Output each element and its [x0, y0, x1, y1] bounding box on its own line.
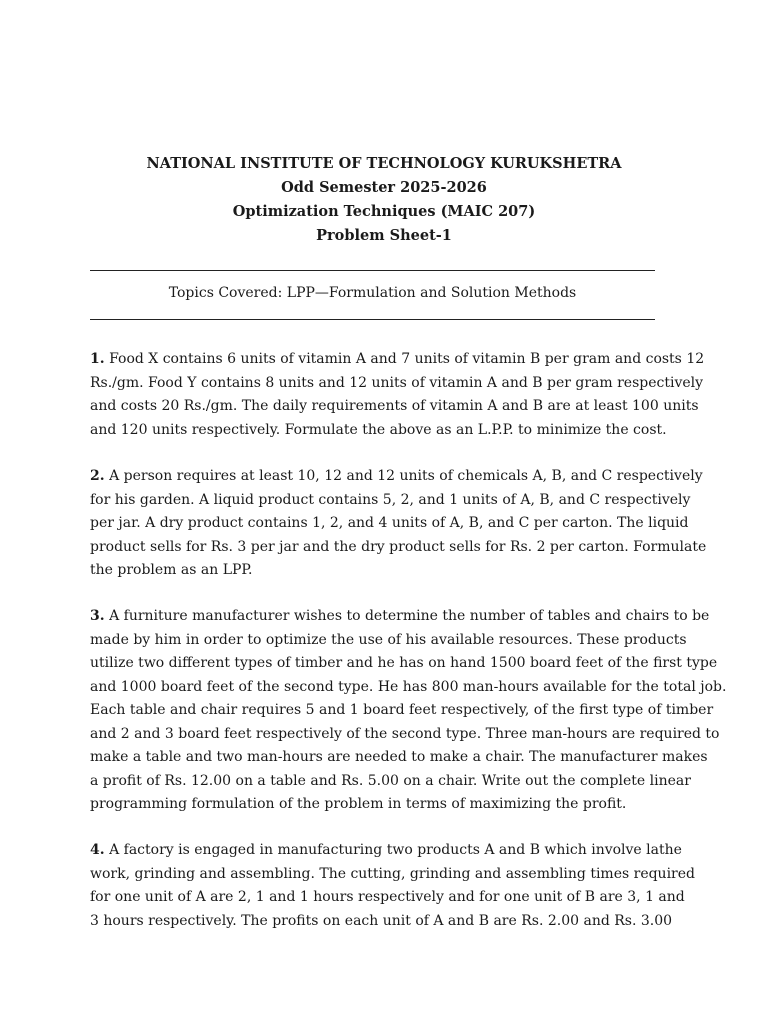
problem-line: Rs./gm. Food Y contains 8 units and 12 units of vitamin A and B per gram respectively [90, 374, 704, 391]
problem-line: made by him in order to optimize the use of his available resources. These products [90, 631, 687, 648]
problem-line: a profit of Rs. 12.00 on a table and Rs. 5.00 on a chair. Write out the complete linear [90, 772, 691, 789]
course-title: Optimization Techniques (MAIC 207) [232, 203, 536, 220]
semester-label: Odd Semester 2025-2026 [281, 179, 487, 196]
problem-line: and 1000 board feet of the second type. He has 800 man-hours available for the total job. [90, 678, 727, 695]
problem-line: make a table and two man-hours are needed to make a chair. The manufacturer makes [90, 749, 708, 765]
problem-line: utilize two different types of timber and he has on hand 1500 board feet of the first type [90, 655, 718, 671]
problem-line: A person requires at least 10, 12 and 12 units of chemicals A, B, and C respectively [109, 468, 703, 484]
problem-4 [90, 839, 695, 933]
problem-line: A furniture manufacturer wishes to determine the number of tables and chairs to be [109, 608, 710, 624]
problem-line: for his garden. A liquid product contains 5, 2, and 1 units of A, B, and C respectively [90, 491, 691, 508]
topics-covered: Topics Covered: LPP—Formulation and Solution Methods [168, 285, 577, 301]
institute-name: NATIONAL INSTITUTE OF TECHNOLOGY KURUKSHETRA [146, 155, 622, 172]
problem-number: 1. [90, 351, 105, 367]
problem-line: product sells for Rs. 3 per jar and the dry product sells for Rs. 2 per carton. Formulate [90, 538, 707, 555]
problem-line: the problem as an LPP. [90, 562, 253, 578]
problem-line: and 2 and 3 board feet respectively of the second type. Three man-hours are required to [90, 725, 720, 742]
problem-line: programming formulation of the problem in terms of maximizing the profit. [90, 796, 627, 812]
problem-2 [90, 465, 707, 583]
document-header [0, 152, 768, 248]
problem-line: 3 hours respectively. The profits on each unit of A and B are Rs. 2.00 and Rs. 3.00 [90, 912, 673, 929]
problem-line: for one unit of A are 2, 1 and 1 hours respectively and for one unit of B are 3, 1 and [90, 889, 685, 905]
problem-line: Each table and chair requires 5 and 1 board feet respectively, of the first type of timber [90, 702, 714, 718]
problem-3 [90, 605, 727, 817]
problem-line: per jar. A dry product contains 1, 2, and 4 units of A, B, and C per carton. The liquid [90, 515, 689, 531]
problem-1 [90, 348, 705, 442]
bottom-divider [90, 319, 655, 320]
problem-number: 4. [90, 842, 105, 858]
problem-number: 3. [90, 608, 105, 624]
problem-line: Food X contains 6 units of vitamin A and 7 units of vitamin B per gram and costs 12 [109, 351, 705, 367]
top-divider [90, 270, 655, 271]
problem-line: and 120 units respectively. Formulate the above as an L.P.P. to minimize the cost. [90, 421, 667, 438]
sheet-title: Problem Sheet-1 [316, 227, 452, 244]
problem-number: 2. [90, 468, 105, 484]
problem-line: work, grinding and assembling. The cutting, grinding and assembling times required [90, 865, 695, 882]
problem-line: and costs 20 Rs./gm. The daily requirements of vitamin A and B are at least 100 units [90, 398, 699, 414]
problem-line: A factory is engaged in manufacturing two products A and B which involve lathe [109, 842, 682, 858]
